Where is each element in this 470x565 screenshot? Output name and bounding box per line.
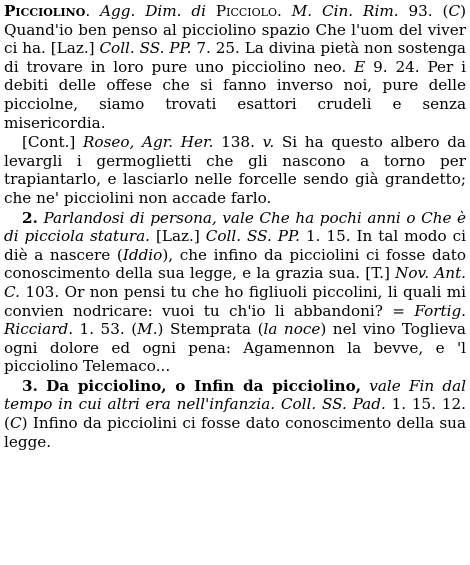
text-run bbox=[38, 377, 46, 395]
text-run: ) Quand'io ben penso al picciolino spazio Che l'uom del viver ci ha. [Laz.] bbox=[4, 2, 467, 58]
text-run: Si ha questo albero da levargli i germoglietti che gli nascono a torno per trapiantarlo, e lasciarlo nelle forcelle sendo già grandetto; che ne' picciolini non accade farlo. bbox=[4, 133, 466, 207]
source-citation: Roseo, Agr. Her. bbox=[83, 133, 214, 152]
text-run bbox=[361, 377, 369, 395]
sense-definition: Parlandosi di persona, vale Che ha pochi anni o Che è di picciola statura. bbox=[4, 208, 467, 246]
text-run: 103. Or non pensi tu che ho figliuoli piccolini, li quali mi convien nodricare: vuoi tu ch'io li abbandoni? = bbox=[4, 282, 466, 320]
citation-label: M. bbox=[137, 320, 158, 339]
text-run: ) Infino da picciolini ci fosse dato conoscimento della sua legge. bbox=[4, 414, 466, 451]
source-citation: Coll. SS. PP. bbox=[205, 227, 300, 246]
text-run bbox=[206, 2, 216, 20]
entry-paragraph-3 bbox=[4, 209, 466, 376]
source-citation: v. bbox=[262, 133, 275, 152]
grammar-label: Agg. Dim. di bbox=[100, 2, 206, 20]
text-run: 1. 53. ( bbox=[73, 320, 138, 339]
text-run: 1. 15. 12. ( bbox=[4, 395, 467, 433]
dictionary-entry bbox=[4, 2, 466, 451]
editorial-note: Iddio bbox=[122, 245, 163, 264]
headword: Picciolino bbox=[4, 2, 86, 20]
text-run: 9. 24. Per i debiti delle offese che si fanno inverso noi, pure delle picciolne, siamo trovati esattori crudeli e senza misericordia. bbox=[4, 57, 466, 132]
citation-label: C bbox=[9, 414, 22, 433]
text-run: . bbox=[277, 2, 292, 20]
text-run: . bbox=[85, 2, 101, 20]
source-citation: Coll. SS. Pad. bbox=[280, 395, 386, 414]
entry-paragraph-1 bbox=[4, 2, 466, 132]
editorial-note: la noce bbox=[263, 320, 321, 339]
text-run: 138. bbox=[213, 133, 263, 152]
source-citation: M. Cin. Rim. bbox=[291, 2, 399, 20]
sense-number: 3. bbox=[22, 376, 38, 395]
phrase-headword: Da picciolino, o Infin da picciolino, bbox=[46, 376, 361, 395]
text-run: 7. 25. La divina pietà non sostenga di trovare in loro pure uno picciolino neo. bbox=[4, 39, 466, 76]
text-run: 1. 15. In tal modo ci diè a nascere ( bbox=[4, 227, 466, 264]
text-run: ), che infino da picciolini ci fosse dato conoscimento della sua legge, e la grazia sua. [T.] bbox=[4, 245, 466, 283]
sense-number: 2. bbox=[22, 208, 38, 227]
text-run: 93. ( bbox=[398, 2, 449, 20]
source-citation: E bbox=[354, 57, 366, 76]
source-citation: Nov. Ant. C. bbox=[4, 264, 466, 301]
entry-paragraph-4 bbox=[4, 377, 466, 451]
source-citation: Coll. SS. PP. bbox=[99, 39, 192, 58]
base-word: Picciolo bbox=[215, 2, 277, 20]
text-run: [Cont.] bbox=[22, 133, 83, 152]
citation-label: C bbox=[448, 2, 461, 20]
source-citation: Fortig. Ricciard. bbox=[4, 301, 466, 339]
entry-paragraph-2 bbox=[4, 133, 466, 207]
sense-definition: vale Fin dal tempo in cui altri era nell'infanzia. bbox=[4, 376, 467, 414]
text-run: [Laz.] bbox=[150, 227, 206, 246]
text-run: ) nel vino Toglieva ogni dolore ed ogni pena: Agamennon la bevve, e 'l picciolino Telemaco... bbox=[4, 320, 466, 376]
text-run: ) Stemprata ( bbox=[157, 320, 264, 339]
